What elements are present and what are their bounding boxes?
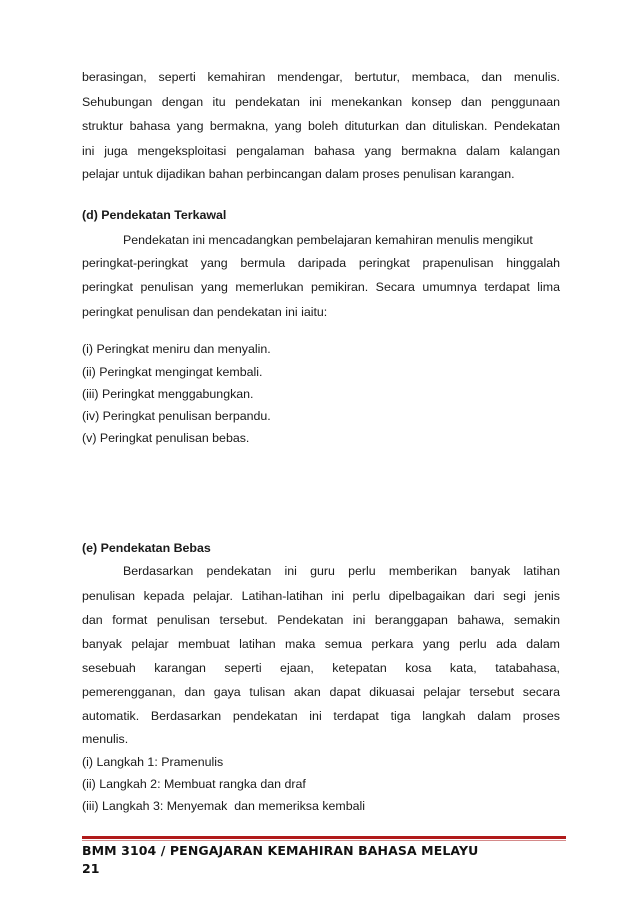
section-e-paragraph-line: dan format penulisan tersebut. Pendekatan ini beranggapan bahawa, semakin [82,613,560,627]
intro-line: ini juga mengeksploitasi pengalaman bahasa yang bermakna dalam kalangan [82,144,560,158]
section-e-paragraph-line: penulisan kepada pelajar. Latihan-latihan ini perlu dipelbagaikan dari segi jenis [82,589,560,603]
section-d-heading: (d) Pendekatan Terkawal [82,208,227,222]
section-e-paragraph-line: menulis. [82,732,129,746]
section-e-list-item: (i) Langkah 1: Pramenulis [82,755,224,769]
footer-rule-shadow [82,840,566,841]
footer-course-title: BMM 3104 / PENGAJARAN KEMAHIRAN BAHASA MELAYU [82,843,479,858]
section-d-paragraph-line: peringkat-peringkat yang bermula daripada peringkat prapenulisan hinggalah [82,256,560,270]
section-e-paragraph-line: pemerengganan, dan gaya tulisan akan dapat dikuasai pelajar tersebut secara [82,685,560,699]
section-e-list-item: (ii) Langkah 2: Membuat rangka dan draf [82,777,306,791]
section-e-list-item: (iii) Langkah 3: Menyemak dan memeriksa kembali [82,799,366,813]
section-d-list-item: (ii) Peringkat mengingat kembali. [82,365,263,379]
section-d-paragraph-line: Pendekatan ini mencadangkan pembelajaran kemahiran menulis mengikut [123,233,533,247]
section-d-list-item: (i) Peringkat meniru dan menyalin. [82,342,271,356]
intro-line: struktur bahasa yang bermakna, yang boleh dituturkan dan dituliskan. Pendekatan [82,119,560,133]
intro-line: pelajar untuk dijadikan bahan perbincangan dalam proses penulisan karangan. [82,167,515,181]
section-d-paragraph-line: peringkat penulisan yang memerlukan pemikiran. Secara umumnya terdapat lima [82,280,560,294]
intro-line: berasingan, seperti kemahiran mendengar, bertutur, membaca, dan menulis. [82,70,560,84]
section-e-paragraph-line: Berdasarkan pendekatan ini guru perlu memberikan banyak latihan [123,564,560,578]
section-e-paragraph-line: automatik. Berdasarkan pendekatan ini terdapat tiga langkah dalam proses [82,709,560,723]
footer-rule [82,836,566,839]
section-e-paragraph-line: banyak pelajar membuat latihan maka semua perkara yang perlu ada dalam [82,637,560,651]
section-d-paragraph-line: peringkat penulisan dan pendekatan ini iaitu: [82,305,328,319]
section-d-list-item: (iii) Peringkat menggabungkan. [82,387,254,401]
footer-page-number: 21 [82,861,100,876]
intro-line: Sehubungan dengan itu pendekatan ini menekankan konsep dan penggunaan [82,95,560,109]
section-e-heading: (e) Pendekatan Bebas [82,541,211,555]
section-d-list-item: (iv) Peringkat penulisan berpandu. [82,409,271,423]
section-e-paragraph-line: sesebuah karangan seperti ejaan, ketepatan kosa kata, tatabahasa, [82,661,560,675]
section-d-list-item: (v) Peringkat penulisan bebas. [82,431,250,445]
